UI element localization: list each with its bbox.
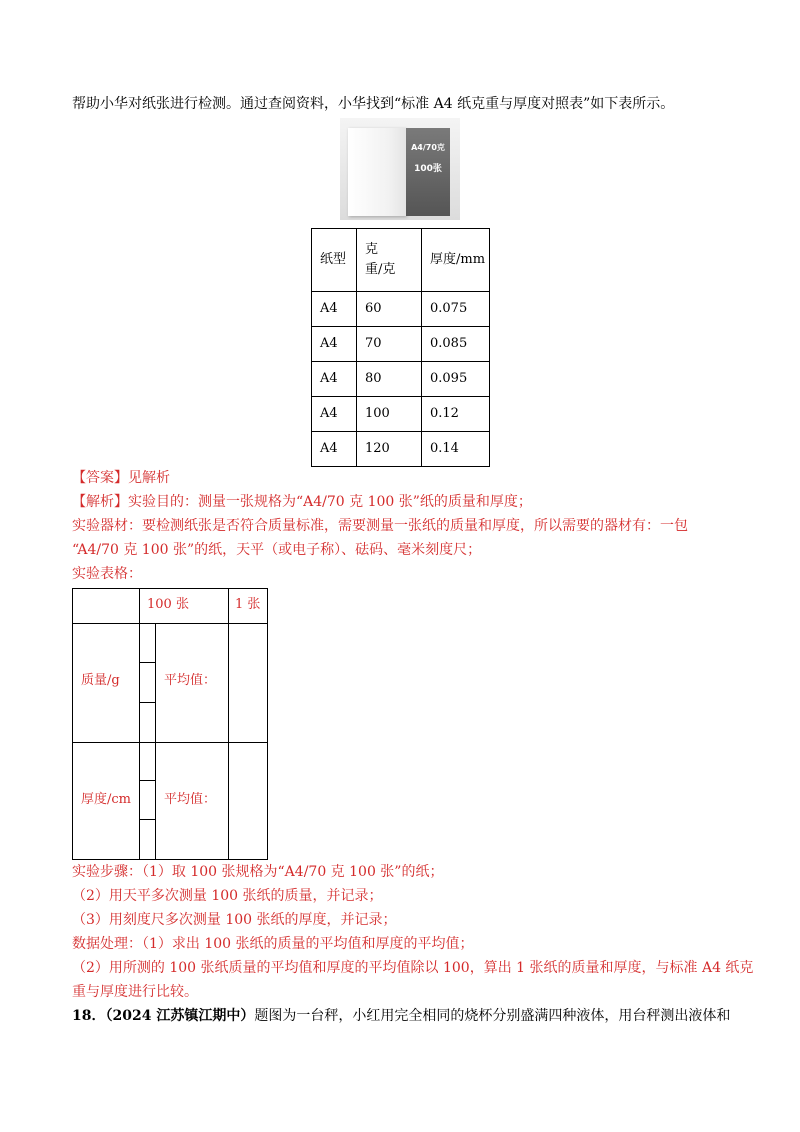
analysis-tag: 【解析】 xyxy=(72,494,128,510)
question-text: 题图为一台秤，小红用完全相同的烧杯分别盛满四种液体，用台秤测出液体和 xyxy=(254,1008,731,1024)
cell-gram: 80 xyxy=(357,362,422,397)
table-row xyxy=(312,292,490,327)
answer-text: 见解析 xyxy=(128,470,170,486)
cell-thickness: 0.085 xyxy=(422,327,490,362)
cell-type: A4 xyxy=(312,327,357,362)
cell-type: A4 xyxy=(312,362,357,397)
table-title: 实验表格： xyxy=(72,566,142,582)
mass-average-label: 平均值： xyxy=(164,673,217,688)
grid-line-h6 xyxy=(139,819,156,820)
step-3: （3）用刻度尺多次测量 100 张纸的厚度，并记录； xyxy=(72,912,397,928)
cell-thickness: 0.14 xyxy=(422,432,490,467)
table-row xyxy=(312,362,490,397)
paper-package-label xyxy=(406,128,450,216)
col-header-1: 1 张 xyxy=(235,597,261,612)
step-1: 实验步骤：（1）取 100 张规格为“A4/70 克 100 张”的纸； xyxy=(72,864,444,880)
cell-thickness: 0.12 xyxy=(422,397,490,432)
paper-package-image xyxy=(340,118,460,220)
answer-line xyxy=(72,468,170,488)
paper-package-front xyxy=(348,128,406,216)
analysis-purpose: 实验目的：测量一张规格为“A4/70 克 100 张”纸的质量和厚度； xyxy=(128,494,532,510)
table-row xyxy=(312,432,490,467)
cell-type: A4 xyxy=(312,432,357,467)
thickness-average-label: 平均值： xyxy=(164,792,217,807)
data-processing-1: 数据处理：（1）求出 100 张纸的质量的平均值和厚度的平均值； xyxy=(72,936,474,952)
grid-line-v3 xyxy=(228,589,229,859)
cell-type: A4 xyxy=(312,292,357,327)
header-gram-line1: 克 xyxy=(365,242,379,257)
question-source: （2024 江苏镇江期中） xyxy=(105,1008,255,1024)
data-processing-3: 重与厚度进行比较。 xyxy=(72,984,198,1000)
header-paper-type: 纸型 xyxy=(312,229,357,292)
grid-line-h4 xyxy=(73,742,267,743)
table-header-row xyxy=(312,229,490,292)
cell-thickness: 0.075 xyxy=(422,292,490,327)
analysis-purpose-line xyxy=(72,492,532,512)
header-thickness: 厚度/mm xyxy=(422,229,490,292)
table-row xyxy=(312,397,490,432)
reference-table xyxy=(311,228,490,467)
package-label-bottom: 100张 xyxy=(414,164,442,174)
analysis-equipment-2: “A4/70 克 100 张”的纸，天平（或电子称）、砝码、毫米刻度尺； xyxy=(72,542,482,558)
row-label-mass: 质量/g xyxy=(81,673,120,688)
cell-thickness: 0.095 xyxy=(422,362,490,397)
header-gram-line2: 重/克 xyxy=(365,262,396,277)
experiment-table xyxy=(72,588,268,860)
intro-paragraph: 帮助小华对纸张进行检测。通过查阅资料，小华找到“标准 A4 纸克重与厚度对照表”如下表所示。 xyxy=(72,96,675,112)
header-gram-weight xyxy=(357,229,422,292)
cell-gram: 120 xyxy=(357,432,422,467)
cell-gram: 60 xyxy=(357,292,422,327)
cell-type: A4 xyxy=(312,397,357,432)
col-header-100: 100 张 xyxy=(147,597,189,612)
cell-gram: 70 xyxy=(357,327,422,362)
step-2: （2）用天平多次测量 100 张纸的质量，并记录； xyxy=(72,888,383,904)
question-number: 18． xyxy=(72,1008,106,1024)
cell-gram: 100 xyxy=(357,397,422,432)
grid-line-h1 xyxy=(73,623,267,624)
question-18 xyxy=(72,1006,730,1026)
grid-line-h2 xyxy=(139,662,156,663)
grid-line-v2 xyxy=(155,623,156,859)
row-label-thickness: 厚度/cm xyxy=(81,792,131,807)
package-label-top: A4/70克 xyxy=(411,143,445,152)
grid-line-h3 xyxy=(139,702,156,703)
answer-tag: 【答案】 xyxy=(72,470,128,486)
table-row xyxy=(312,327,490,362)
data-processing-2: （2）用所测的 100 张纸质量的平均值和厚度的平均值除以 100，算出 1 张纸的质量和厚度，与标准 A4 纸克 xyxy=(72,960,754,976)
analysis-equipment-1: 实验器材：要检测纸张是否符合质量标准，需要测量一张纸的质量和厚度，所以需要的器材有：一包 xyxy=(72,518,688,534)
grid-line-h5 xyxy=(139,780,156,781)
